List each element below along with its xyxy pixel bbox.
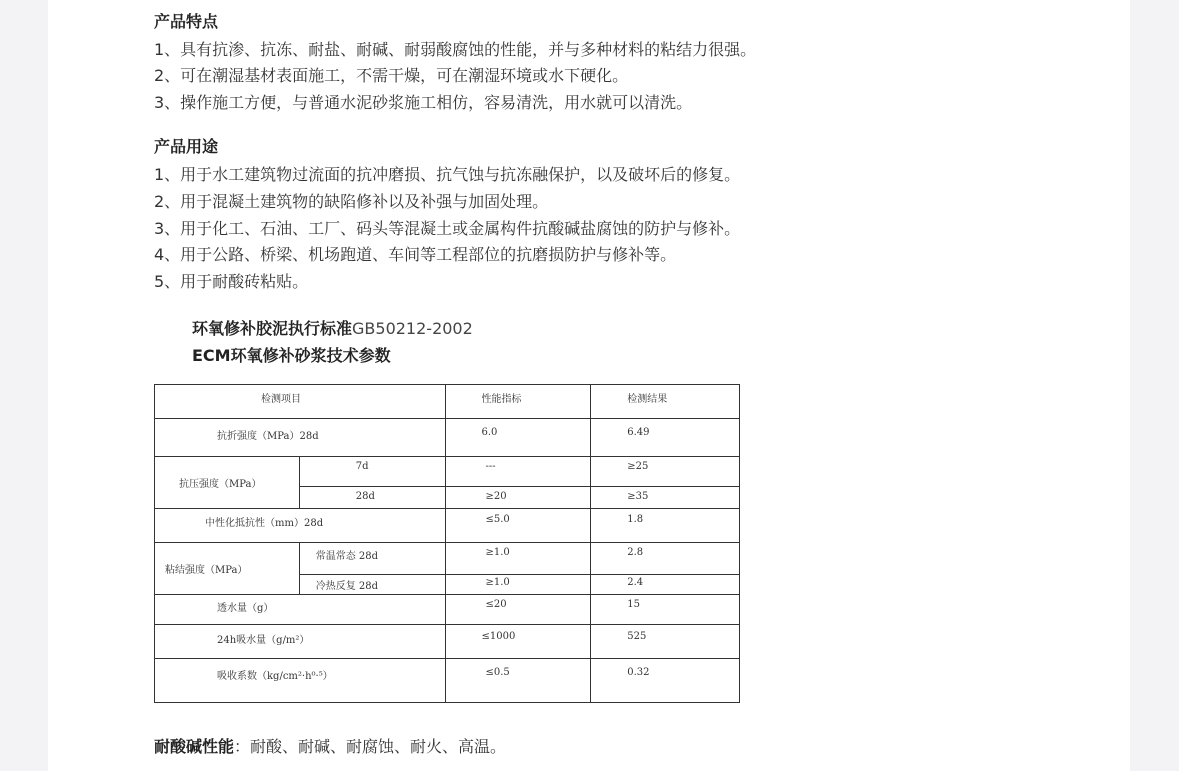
use-item-2: 2、用于混凝土建筑物的缺陷修补以及补强与加固处理。 [154, 192, 549, 211]
features-heading: 产品特点 [154, 12, 219, 31]
row-coefficient-spec: ≤0.5 [445, 659, 591, 703]
standard-subtitle-text: ECM环氧修补砂浆技术参数 [192, 346, 391, 365]
use-item-5: 5、用于耐酸砖粘贴。 [154, 272, 309, 291]
feature-item-2: 2、可在潮湿基材表面施工，不需干燥，可在潮湿环境或水下硬化。 [154, 66, 629, 85]
standard-subtitle [192, 343, 391, 366]
resistance-line [154, 734, 506, 757]
row-carbonation-item: 中性化抵抗性（mm）28d [155, 509, 446, 543]
standard-title-text: 环氧修补胶泥执行标准 [192, 319, 353, 338]
use-item-1: 1、用于水工建筑物过流面的抗冲磨损、抗气蚀与抗冻融保护，以及破坏后的修复。 [154, 165, 741, 184]
row-compressive-sub2: 28d [299, 487, 445, 509]
row-permeability-result: 15 [591, 595, 740, 625]
row-compressive-item: 抗压强度（MPa） [155, 457, 300, 509]
header-spec: 性能指标 [445, 385, 591, 419]
feature-item-1: 1、具有抗渗、抗冻、耐盐、耐碱、耐弱酸腐蚀的性能，并与多种材料的粘结力很强。 [154, 40, 757, 59]
row-carbonation-spec: ≤5.0 [445, 509, 591, 543]
row-flexural-result-value: 6.49 [627, 427, 650, 438]
row-bond-sub1: 常温常态 28d [299, 543, 445, 575]
row-bond-result2: 2.4 [591, 575, 740, 595]
row-coefficient-result: 0.32 [591, 659, 740, 703]
row-compressive-sub1: 7d [299, 457, 445, 487]
standard-title [192, 316, 473, 339]
table-row [155, 659, 740, 703]
row-absorption-item: 24h吸水量（g/m²） [155, 625, 446, 659]
header-result: 检测结果 [591, 385, 740, 419]
document-page [48, 0, 1130, 771]
row-flexural-item: 抗折强度（MPa）28d [155, 419, 446, 457]
row-flexural-spec [445, 419, 591, 457]
row-absorption-spec: ≤1000 [445, 625, 591, 659]
row-bond-spec1: ≥1.0 [445, 543, 591, 575]
row-permeability-item: 透水量（g） [155, 595, 446, 625]
uses-heading: 产品用途 [154, 137, 219, 156]
use-item-3: 3、用于化工、石油、工厂、码头等混凝土或金属构件抗酸碱盐腐蚀的防护与修补。 [154, 219, 741, 238]
row-flexural-result [591, 419, 740, 457]
resistance-text: ：耐酸、耐碱、耐腐蚀、耐火、高温。 [234, 737, 507, 756]
row-coefficient-item: 吸收系数（kg/cm²·h⁰·⁵） [155, 659, 446, 703]
row-compressive-result2: ≥35 [591, 487, 740, 509]
row-bond-item: 粘结强度（MPa） [155, 543, 300, 595]
row-bond-spec2: ≥1.0 [445, 575, 591, 595]
table-row [155, 509, 740, 543]
header-item: 检测项目 [155, 385, 446, 419]
feature-item-3: 3、操作施工方便，与普通水泥砂浆施工相仿，容易清洗，用水就可以清洗。 [154, 93, 693, 112]
row-bond-sub2: 冷热反复 28d [299, 575, 445, 595]
row-bond-result1: 2.8 [591, 543, 740, 575]
row-carbonation-result: 1.8 [591, 509, 740, 543]
resistance-label: 耐酸碱性能 [154, 737, 235, 756]
row-flexural-spec-value: 6.0 [481, 427, 498, 438]
table-row [155, 543, 740, 575]
table-header-row [155, 385, 740, 419]
row-absorption-result: 525 [591, 625, 740, 659]
spec-table [154, 384, 740, 703]
row-permeability-spec: ≤20 [445, 595, 591, 625]
standard-code: GB50212-2002 [352, 319, 473, 338]
table-row [155, 595, 740, 625]
use-item-4: 4、用于公路、桥梁、机场跑道、车间等工程部位的抗磨损防护与修补等。 [154, 245, 677, 264]
row-compressive-result1: ≥25 [591, 457, 740, 487]
table-row [155, 625, 740, 659]
table-row [155, 457, 740, 487]
row-compressive-spec1: --- [445, 457, 591, 487]
table-row [155, 419, 740, 457]
row-compressive-spec2: ≥20 [445, 487, 591, 509]
spec-table-image [154, 384, 746, 704]
